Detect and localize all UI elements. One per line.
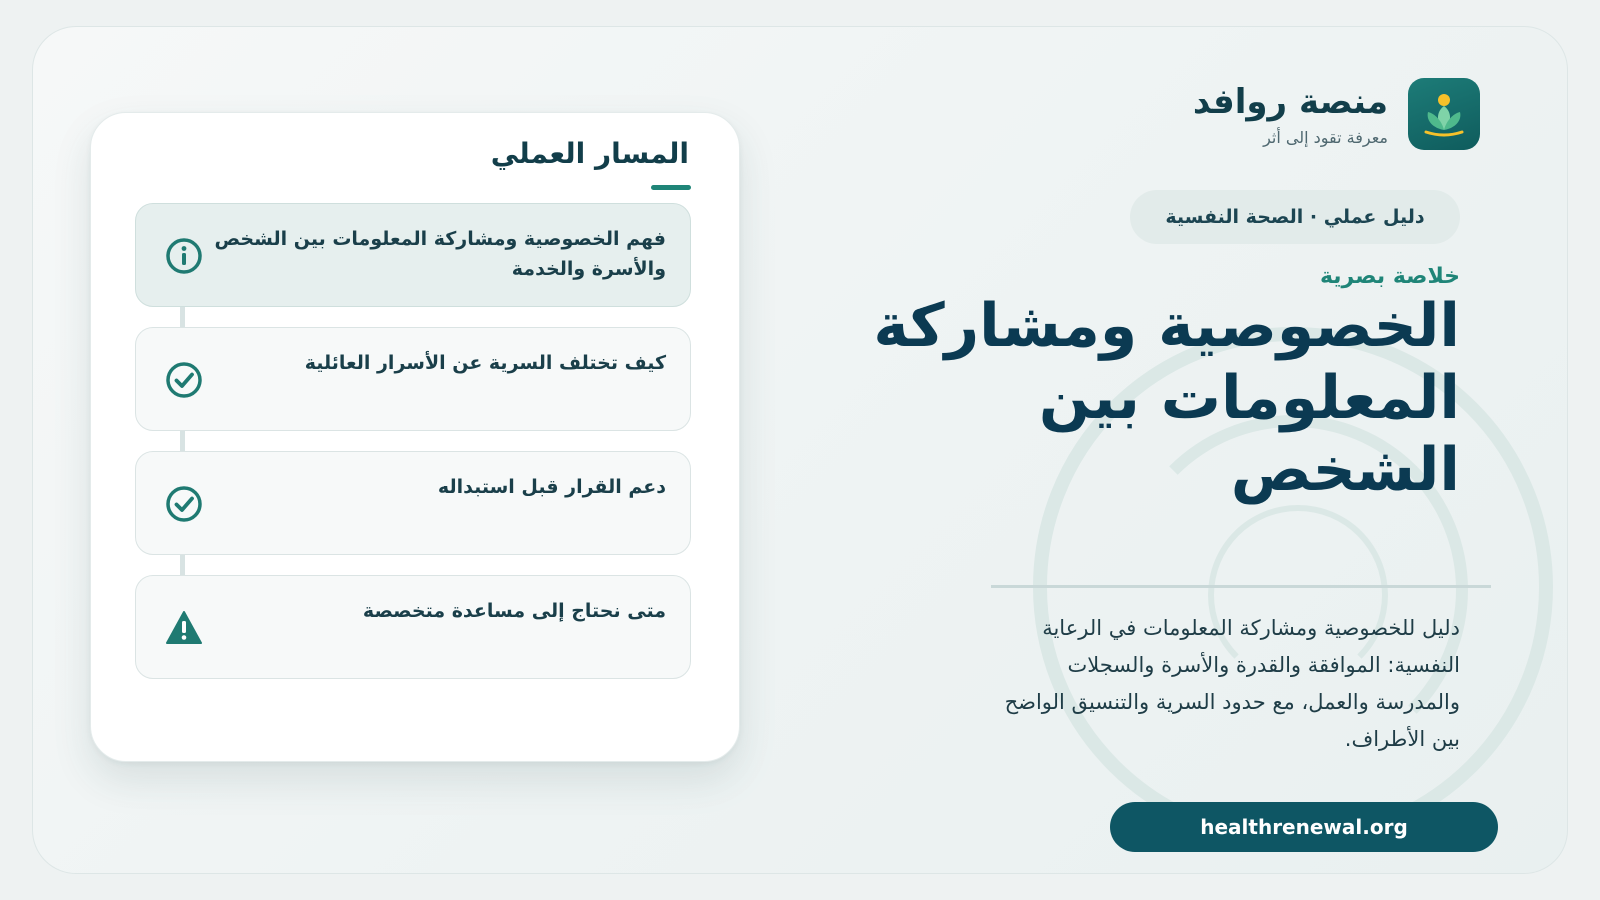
step-label: كيف تختلف السرية عن الأسرار العائلية <box>304 352 666 374</box>
category-pill: دليل عملي · الصحة النفسية <box>1130 190 1460 244</box>
card-title: المسار العملي <box>490 137 689 170</box>
brand-header <box>1193 78 1480 150</box>
brand-name: منصة روافد <box>1192 81 1388 122</box>
brand-tagline: معرفة تقود إلى أثر <box>1263 127 1388 147</box>
check-circle-icon <box>164 360 204 400</box>
step-item[interactable] <box>135 575 691 679</box>
step-label: متى نحتاج إلى مساعدة متخصصة <box>362 600 666 622</box>
title-underline <box>651 185 691 190</box>
brand-logo-icon <box>1408 78 1480 150</box>
warning-icon <box>164 608 204 648</box>
kicker-label: خلاصة بصرية <box>1319 264 1460 289</box>
step-label: فهم الخصوصية ومشاركة المعلومات بين الشخص والأسرة والخدمة <box>214 228 666 280</box>
description-text: دليل للخصوصية ومشاركة المعلومات في الرعاية النفسية: الموافقة والقدرة والأسرة والسجلات والمدرسة والعمل، مع حدود السرية والتنسيق الواضح بين الأطراف. <box>1004 616 1460 751</box>
step-label: دعم القرار قبل استبداله <box>437 476 666 498</box>
practical-path-card <box>90 112 740 762</box>
check-circle-icon <box>164 484 204 524</box>
step-item[interactable] <box>135 203 691 307</box>
info-icon <box>164 236 204 276</box>
step-item[interactable] <box>135 451 691 555</box>
step-item[interactable] <box>135 327 691 431</box>
divider <box>991 585 1491 588</box>
website-link-button[interactable]: healthrenewal.org <box>1110 802 1498 852</box>
page-title: الخصوصية ومشاركة المعلومات بين الشخص <box>873 291 1460 505</box>
